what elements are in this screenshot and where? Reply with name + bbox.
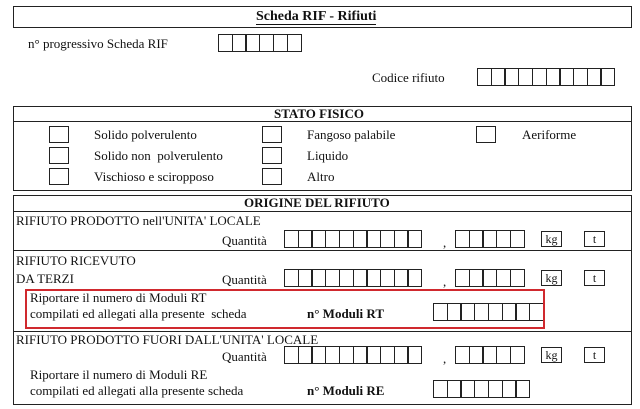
checkbox-fangoso-palabile[interactable] [262, 126, 282, 143]
origine-divider-title [13, 211, 632, 212]
label-solido-non-polverulento: Solido non polverulento [94, 148, 223, 163]
checkbox-vischioso-sciropposo[interactable] [49, 168, 69, 185]
label-da-terzi: DA TERZI [16, 271, 74, 286]
unit-kg-ricevuto[interactable]: kg [541, 270, 562, 286]
rt-note-line-1: Riportare il numero di Moduli RT [30, 290, 207, 305]
progressivo-label: n° progressivo Scheda RIF [28, 36, 168, 51]
codice-rifiuto-input[interactable] [477, 68, 615, 86]
quantita-ricevuto-decimal[interactable] [455, 269, 525, 287]
quantita-ricevuto-integer[interactable] [284, 269, 422, 287]
label-vischioso-sciropposo: Vischioso e sciropposo [94, 169, 214, 184]
label-prodotto-unita-locale: RIFIUTO PRODOTTO nell'UNITA' LOCALE [16, 213, 261, 228]
checkbox-liquido[interactable] [262, 147, 282, 164]
rt-note-line-2: compilati ed allegati alla presente scheda [30, 306, 247, 321]
re-note-line-1: Riportare il numero di Moduli RE [30, 367, 208, 382]
checkbox-aeriforme[interactable] [476, 126, 496, 143]
unit-t-ricevuto[interactable]: t [584, 270, 605, 286]
origine-title: ORIGINE DEL RIFIUTO [244, 195, 390, 210]
label-ricevuto: RIFIUTO RICEVUTO [16, 253, 136, 268]
decimal-comma: , [443, 274, 447, 289]
decimal-comma: , [443, 235, 447, 250]
codice-rifiuto-label: Codice rifiuto [372, 70, 445, 85]
origine-divider-1 [13, 250, 632, 251]
quantita-prodotto-integer[interactable] [284, 230, 422, 248]
unit-kg-prodotto[interactable]: kg [541, 231, 562, 247]
label-quantita-ricevuto: Quantità [222, 272, 267, 287]
label-solido-polverulento: Solido polverulento [94, 127, 197, 142]
label-moduli-re: n° Moduli RE [307, 383, 385, 398]
label-quantita-prodotto: Quantità [222, 233, 267, 248]
checkbox-solido-polverulento[interactable] [49, 126, 69, 143]
label-fangoso-palabile: Fangoso palabile [307, 127, 396, 142]
unit-t-prodotto[interactable]: t [584, 231, 605, 247]
unit-t-fuori[interactable]: t [584, 347, 605, 363]
checkbox-solido-non-polverulento[interactable] [49, 147, 69, 164]
highlight-moduli-rt [25, 289, 545, 329]
label-quantita-fuori: Quantità [222, 349, 267, 364]
quantita-fuori-integer[interactable] [284, 346, 422, 364]
label-liquido: Liquido [307, 148, 349, 163]
unit-kg-fuori[interactable]: kg [541, 347, 562, 363]
checkbox-altro[interactable] [262, 168, 282, 185]
stato-fisico-title: STATO FISICO [274, 106, 364, 121]
decimal-comma: , [443, 351, 447, 366]
label-aeriforme: Aeriforme [522, 127, 577, 142]
quantita-prodotto-decimal[interactable] [455, 230, 525, 248]
label-moduli-rt: n° Moduli RT [307, 306, 384, 321]
quantita-fuori-decimal[interactable] [455, 346, 525, 364]
form-title: Scheda RIF - Rifiuti [256, 9, 377, 24]
label-altro: Altro [307, 169, 335, 184]
moduli-re-input[interactable] [433, 380, 530, 398]
label-prodotto-fuori: RIFIUTO PRODOTTO FUORI DALL'UNITA' LOCALE [16, 332, 319, 347]
re-note-line-2: compilati ed allegati alla presente scheda [30, 383, 244, 398]
progressivo-input[interactable] [218, 34, 302, 52]
stato-fisico-divider [13, 121, 632, 122]
